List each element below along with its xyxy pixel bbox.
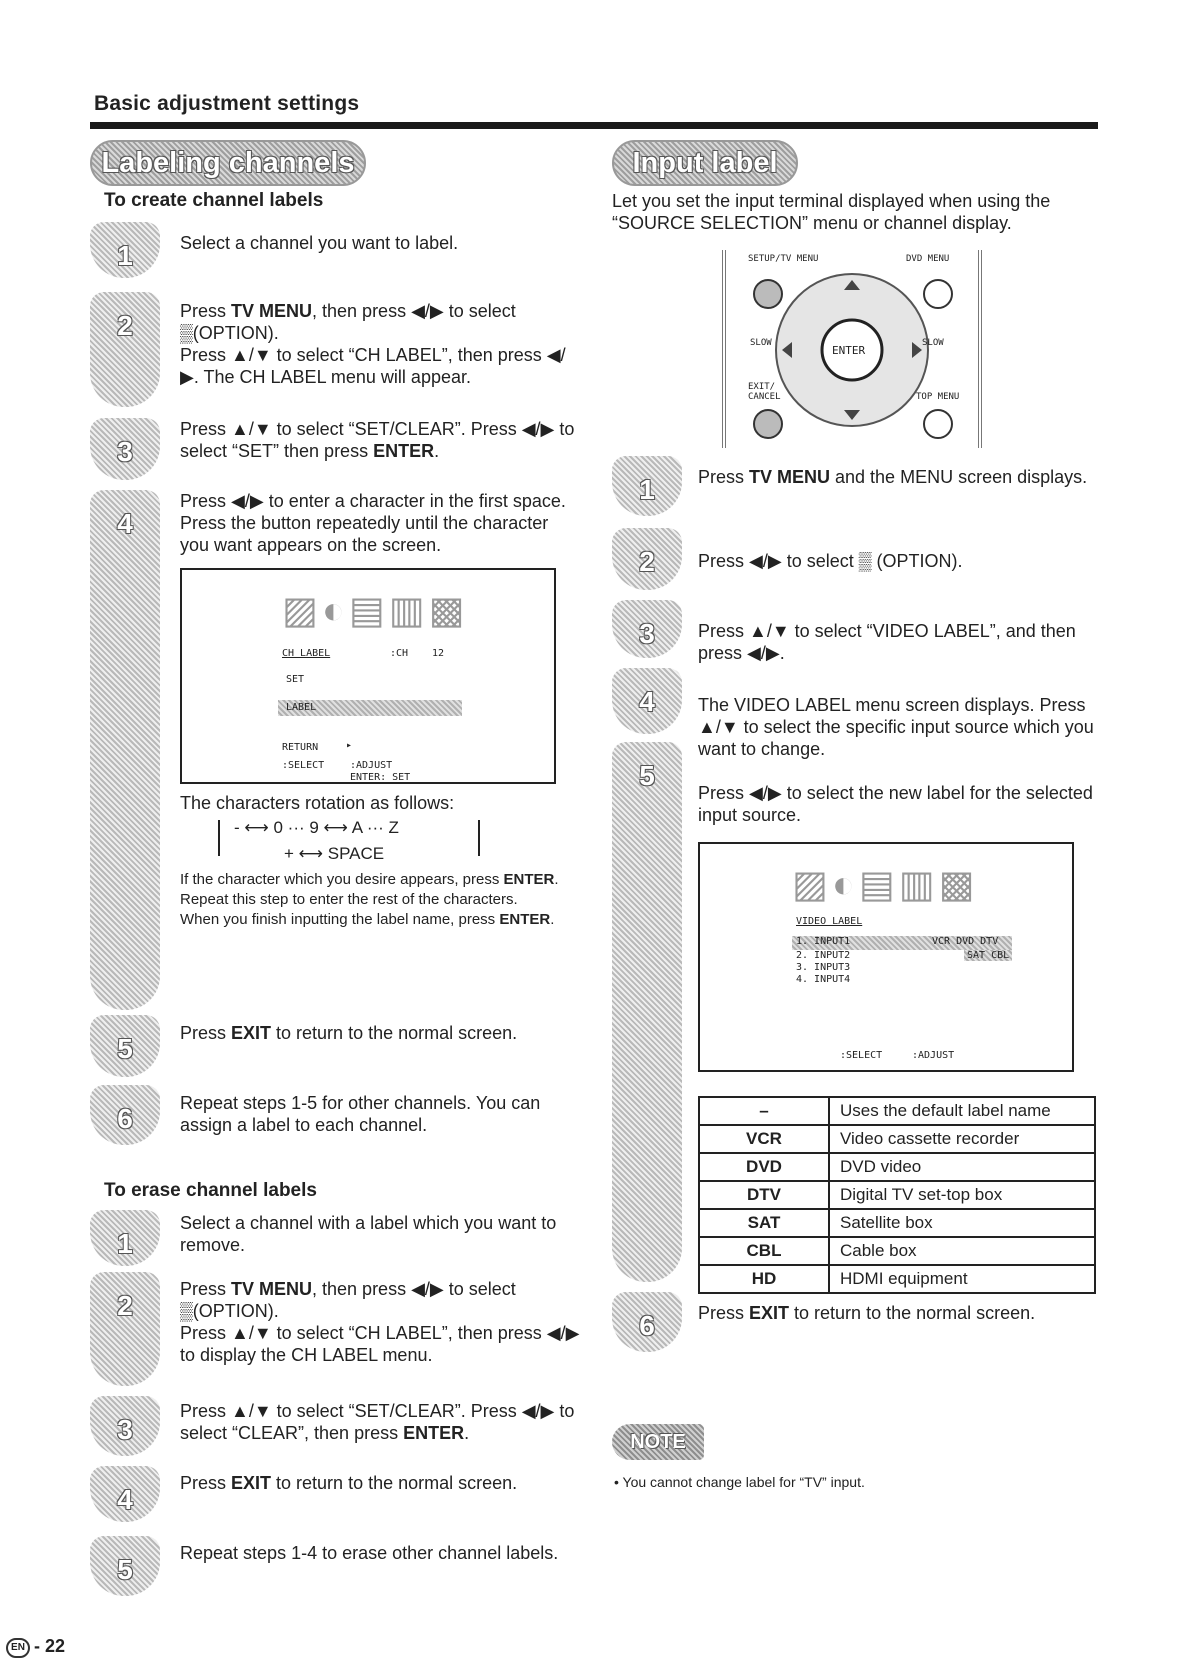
ch-number: 12 xyxy=(432,648,445,659)
input-3: 3. INPUT3 xyxy=(796,962,851,973)
step-text: The VIDEO LABEL menu screen displays. Press ▲/▼ to select the specific input source which you want to change. xyxy=(698,695,1094,759)
step-text: Press EXIT to return to the normal screen. xyxy=(180,1023,518,1043)
enter-button-label: ENTER xyxy=(832,344,866,357)
input-4: 4. INPUT4 xyxy=(796,974,851,985)
step-text: Press ◀/▶ to select the new label for the selected input source. xyxy=(698,783,1093,825)
step-badge: 3 xyxy=(90,1396,160,1456)
label-description: Satellite box xyxy=(829,1209,1095,1237)
top-menu-label: TOP MENU xyxy=(916,392,960,402)
step-badge: 2 xyxy=(90,1272,160,1386)
label-code: HD xyxy=(699,1265,829,1293)
adjust-hint: :ADJUST xyxy=(350,760,393,771)
input-label-banner: Input label xyxy=(612,140,798,186)
step-badge: 4 xyxy=(90,490,160,1010)
step-text: Press EXIT to return to the normal screen. xyxy=(698,1303,1036,1323)
step-badge: 6 xyxy=(90,1085,160,1145)
select-hint: :SELECT xyxy=(840,1050,883,1061)
ch-label-title: CH LABEL xyxy=(282,648,331,659)
table-row xyxy=(699,1237,1095,1265)
note-text: • You cannot change label for “TV” input. xyxy=(614,1474,865,1490)
slow-right-label: SLOW xyxy=(922,338,944,348)
adjust-hint: :ADJUST xyxy=(912,1050,955,1061)
label-code: DTV xyxy=(699,1181,829,1209)
intro-text: Let you set the input terminal displayed when using the “SOURCE SELECTION” menu or channel display. xyxy=(612,191,1051,233)
note-badge: NOTE xyxy=(612,1424,704,1460)
step-text: Press TV MENU, then press ◀/▶ to select ▒(OPTION). Press ▲/▼ to select “CH LABEL”, then press ◀/▶ to display the CH LABEL menu. xyxy=(180,1279,580,1365)
step-badge: 4 xyxy=(612,668,682,734)
step-badge: 2 xyxy=(90,292,160,407)
set-option: SET xyxy=(286,674,305,685)
slow-left-label: SLOW xyxy=(750,338,772,348)
table-row xyxy=(699,1125,1095,1153)
label-description: Uses the default label name xyxy=(829,1097,1095,1125)
ch-label-screen xyxy=(180,568,556,784)
step-badge: 3 xyxy=(90,418,160,480)
label-table xyxy=(698,1096,1096,1294)
label-options-1: VCR DVD DTV xyxy=(932,936,999,947)
step-badge: 3 xyxy=(612,600,682,658)
input-2: 2. INPUT2 xyxy=(796,950,851,961)
rotation-line1: - ⟷ 0 ··· 9 ⟷ A ··· Z xyxy=(230,818,403,838)
label-caption: LABEL xyxy=(286,702,317,713)
label-description: HDMI equipment xyxy=(829,1265,1095,1293)
label-code: – xyxy=(699,1097,829,1125)
step-badge: 5 xyxy=(90,1536,160,1596)
label-code: VCR xyxy=(699,1125,829,1153)
arrow-right-icon: ▸ xyxy=(346,740,353,751)
step-text: Select a channel you want to label. xyxy=(180,233,459,253)
input-1: 1. INPUT1 xyxy=(796,936,851,947)
video-label-screen xyxy=(698,842,1074,1072)
table-row xyxy=(699,1181,1095,1209)
exit-cancel-label: EXIT/ CANCEL xyxy=(748,382,781,402)
return-option: RETURN xyxy=(282,742,319,753)
page-number: - 22 xyxy=(34,1636,66,1656)
step-badge: 1 xyxy=(90,222,160,278)
step-badge: 5 xyxy=(612,742,682,1282)
step-badge: 1 xyxy=(612,456,682,516)
menu-icons: ▨◐▤▥▩ xyxy=(792,864,979,906)
table-row xyxy=(699,1153,1095,1181)
step-text: Press ▲/▼ to select “SET/CLEAR”. Press ◀/▶ to select “SET” then press ENTER. xyxy=(180,419,575,461)
label-code: CBL xyxy=(699,1237,829,1265)
step-badge: 6 xyxy=(612,1292,682,1352)
label-description: DVD video xyxy=(829,1153,1095,1181)
step-text: Repeat steps 1-4 to erase other channel labels. xyxy=(180,1543,559,1563)
video-label-title: VIDEO LABEL xyxy=(796,916,863,927)
label-options-2: SAT CBL xyxy=(964,950,1012,961)
setup-menu-label: SETUP/TV MENU xyxy=(748,254,819,264)
label-description: Cable box xyxy=(829,1237,1095,1265)
step-text: Press ▲/▼ to select “VIDEO LABEL”, and then press ◀/▶. xyxy=(698,621,1076,663)
step-text: Press TV MENU, then press ◀/▶ to select ▒(OPTION). Press ▲/▼ to select “CH LABEL”, then press ◀/▶. The CH LABEL menu will appear. xyxy=(180,301,566,387)
step-text: Press ◀/▶ to enter a character in the first space. Press the button repeatedly until the character you want appears on the screen. xyxy=(180,491,566,555)
labeling-channels-banner: Labeling channels xyxy=(90,140,366,186)
menu-icons: ▨◐▤▥▩ xyxy=(282,590,469,632)
table-row xyxy=(699,1209,1095,1237)
step-text: Press ◀/▶ to select ▒ (OPTION). xyxy=(698,551,963,571)
rotation-text: The characters rotation as follows: xyxy=(180,793,455,813)
label-description: Digital TV set-top box xyxy=(829,1181,1095,1209)
step-badge: 2 xyxy=(612,528,682,590)
label-code: DVD xyxy=(699,1153,829,1181)
table-row xyxy=(699,1265,1095,1293)
step-text: Press TV MENU and the MENU screen displays. xyxy=(698,467,1088,487)
step-text: Press EXIT to return to the normal screen. xyxy=(180,1473,518,1493)
label-description: Video cassette recorder xyxy=(829,1125,1095,1153)
table-row xyxy=(699,1097,1095,1125)
header-rule xyxy=(90,122,1098,129)
select-hint: :SELECT xyxy=(282,760,325,771)
create-labels-title: To create channel labels xyxy=(104,190,324,211)
rotation-note: If the character which you desire appears, press ENTER. Repeat this step to enter the rest of the characters. When you finish inputting the label name, press ENTER. xyxy=(180,871,559,928)
note-content: You cannot change label for “TV” input. xyxy=(622,1474,865,1490)
step-badge: 4 xyxy=(90,1466,160,1522)
ch-caption: :CH xyxy=(390,648,409,659)
rotation-line2: + ⟷ SPACE xyxy=(280,844,388,864)
step-badge: 5 xyxy=(90,1015,160,1077)
dvd-menu-label: DVD MENU xyxy=(906,254,950,264)
label-row xyxy=(278,700,462,716)
erase-labels-title: To erase channel labels xyxy=(104,1180,317,1201)
step-badge: 1 xyxy=(90,1210,160,1266)
enter-hint: ENTER: SET xyxy=(350,772,411,783)
step-text: Press ▲/▼ to select “SET/CLEAR”. Press ◀/▶ to select “CLEAR”, then press ENTER. xyxy=(180,1401,575,1443)
remote-illustration xyxy=(722,250,982,448)
step-text: Select a channel with a label which you want to remove. xyxy=(180,1213,557,1255)
en-icon: EN xyxy=(6,1638,30,1658)
step-text: Repeat steps 1-5 for other channels. You can assign a label to each channel. xyxy=(180,1093,541,1135)
section-title: Basic adjustment settings xyxy=(94,92,360,115)
label-code: SAT xyxy=(699,1209,829,1237)
